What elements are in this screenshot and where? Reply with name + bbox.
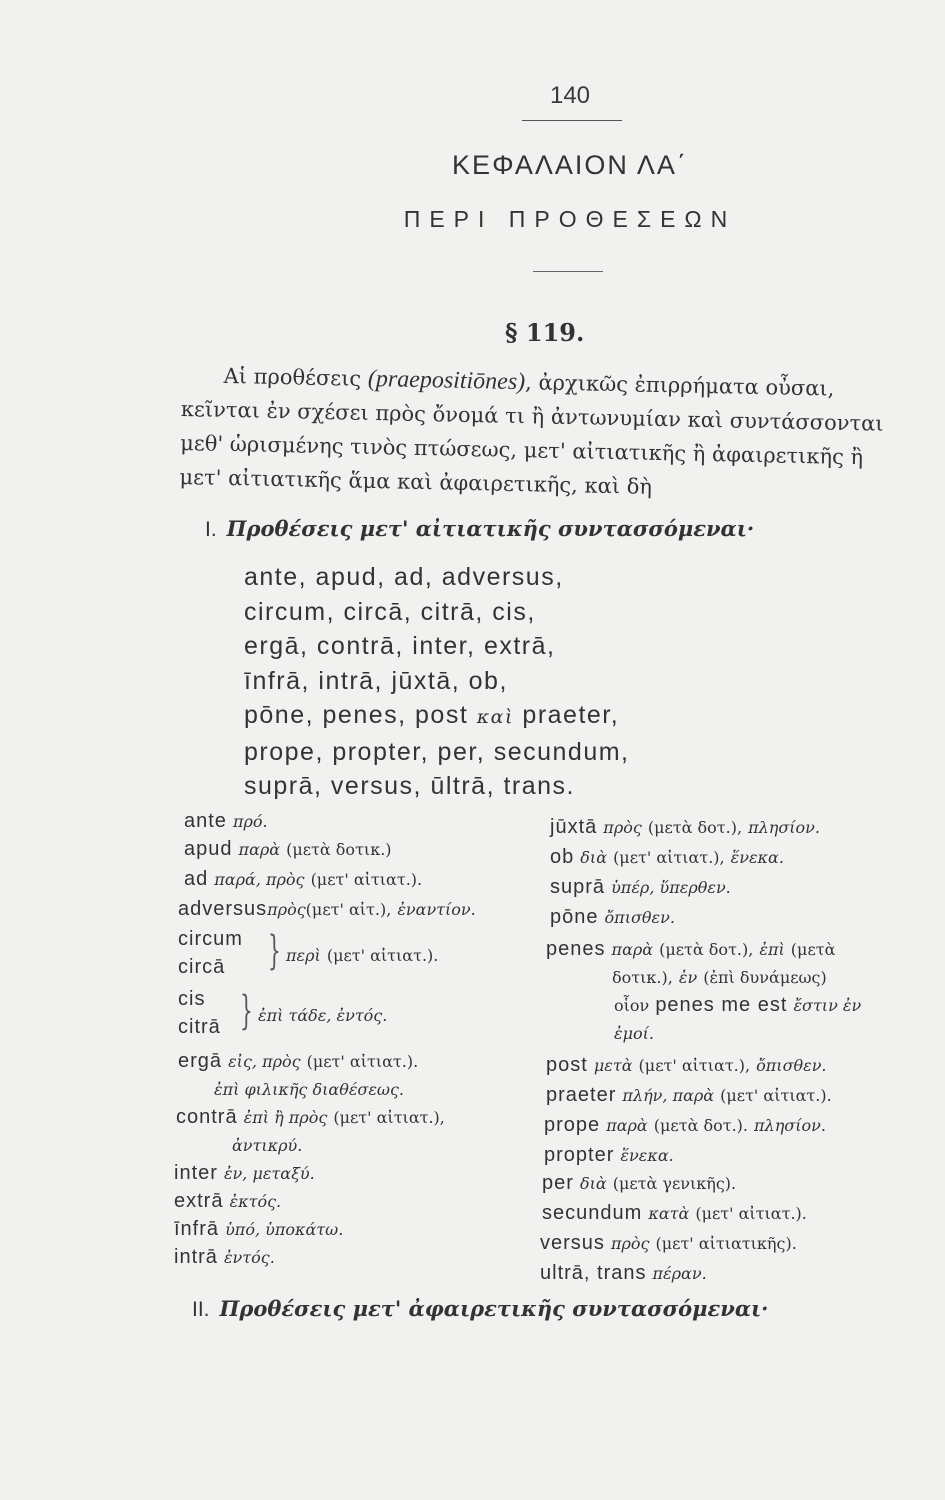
list-item: intrā ἐντός. — [174, 1246, 275, 1268]
list-item: ἀντικρύ. — [232, 1136, 303, 1155]
list-item: apud παρὰ (μετὰ δοτικ.) — [184, 838, 392, 860]
list-line: circum, circā, citrā, cis, — [244, 597, 536, 626]
list-line: suprā, versus, ūltrā, trans. — [244, 772, 576, 800]
list-item: ad παρά, πρὸς (μετ' αἰτιατ.). — [184, 868, 423, 890]
part-one-numeral: I. — [205, 518, 217, 541]
brace-icon: } — [268, 928, 281, 974]
list-item: ἐπὶ τάδε, ἐντός. — [258, 1006, 388, 1025]
list-item: ἐμοί. — [614, 1024, 654, 1043]
brace-icon: } — [240, 988, 253, 1034]
chapter-subtitle: ΠΕΡΙ ΠΡΟΘΕΣΕΩΝ — [403, 206, 737, 232]
list-item: praeter πλήν, παρὰ (μετ' αἰτιατ.). — [546, 1084, 832, 1106]
list-item: suprā ὑπέρ, ὕπερθεν. — [550, 876, 731, 898]
part-one-title: Προθέσεις μετ' αἰτιατικῆς συντασσόμεναι· — [226, 516, 755, 541]
intro-line-4: μετ' αἰτιατικῆς ἅμα καὶ ἀφαιρετικῆς, καὶ δὴ — [179, 464, 653, 499]
intro-paragraph — [179, 358, 902, 509]
page-number: 140 — [549, 82, 591, 109]
list-item: cis — [178, 988, 206, 1010]
part-two-heading — [192, 1296, 892, 1322]
list-line: ante, apud, ad, adversus, — [244, 563, 564, 591]
list-item: extrā ἐκτός. — [174, 1190, 282, 1212]
list-item: περὶ (μετ' αἰτιατ.). — [286, 946, 439, 965]
list-line: īnfrā, intrā, jūxtā, ob, — [244, 666, 508, 695]
list-item: īnfrā ὑπό, ὑποκάτω. — [174, 1218, 344, 1240]
right-glossary-column — [540, 816, 920, 1296]
preposition-list — [244, 560, 804, 804]
list-item: penes παρὰ (μετὰ δοτ.), ἐπὶ (μετὰ — [546, 938, 836, 960]
list-line: ergā, contrā, inter, extrā, — [244, 632, 556, 660]
list-item: prope παρὰ (μετὰ δοτ.). πλησίον. — [544, 1114, 826, 1136]
page-number-rule — [522, 120, 622, 121]
list-item: οἷον penes me est ἔστιν ἐν — [614, 994, 862, 1016]
list-item: ergā εἰς, πρὸς (μετ' αἰτιατ.). — [178, 1050, 419, 1072]
list-item: adversusπρὸς(μετ' αἰτ.), ἐναντίον. — [178, 898, 476, 920]
section-number: § 119. — [505, 318, 585, 347]
left-glossary-column — [176, 810, 536, 1270]
chapter-title: ΚΕΦΑΛΑΙΟΝ ΛΑ΄ — [452, 150, 688, 180]
list-item: δοτικ.), ἐν (ἐπὶ δυνάμεως) — [612, 968, 827, 987]
list-item: per διὰ (μετὰ γενικῆς). — [542, 1172, 737, 1194]
intro-line-3: μεθ' ὡρισμένης τινὸς πτώσεως, μετ' αἰτιατικῆς ἢ ἀφαιρετικῆς ἢ — [179, 430, 864, 470]
list-item: contrā ἐπὶ ἢ πρὸς (μετ' αἰτιατ.), — [176, 1106, 445, 1128]
list-item: circum — [178, 928, 243, 950]
intro-line-1: Αἱ προθέσεις (praepositiōnes), ἀρχικῶς ἐπιρρήματα οὖσαι, — [223, 363, 835, 401]
list-item: propter ἕνεκα. — [544, 1144, 674, 1166]
list-item: ob διὰ (μετ' αἰτιατ.), ἕνεκα. — [550, 846, 784, 868]
list-line: prope, propter, per, secundum, — [244, 737, 630, 766]
part-one-heading — [205, 516, 855, 542]
list-item: secundum κατὰ (μετ' αἰτιατ.). — [542, 1202, 807, 1224]
title-rule — [533, 271, 603, 272]
list-item: versus πρὸς (μετ' αἰτιατικῆς). — [540, 1232, 797, 1254]
list-item: citrā — [178, 1016, 221, 1038]
list-item: pōne ὄπισθεν. — [550, 906, 675, 928]
intro-line-2: κεῖνται ἐν σχέσει πρὸς ὄνομά τι ἢ ἀντωνυμίαν καὶ συντάσσονται — [180, 396, 884, 436]
list-item: ante πρό. — [184, 810, 268, 832]
list-item: circā — [178, 956, 226, 978]
part-two-title: Προθέσεις μετ' ἀφαιρετικῆς συντασσόμεναι· — [219, 1296, 769, 1321]
list-line: pōne, penes, post καὶ praeter, — [244, 701, 620, 729]
latin-term: (praepositiōnes) — [367, 365, 526, 396]
list-item: jūxtā πρὸς (μετὰ δοτ.), πλησίον. — [550, 816, 820, 838]
list-item: ἐπὶ φιλικῆς διαθέσεως. — [214, 1080, 405, 1099]
part-two-numeral: II. — [192, 1298, 210, 1321]
list-item: post μετὰ (μετ' αἰτιατ.), ὄπισθεν. — [546, 1054, 827, 1076]
list-item: inter ἐν, μεταξύ. — [174, 1162, 315, 1184]
list-item: ultrā, trans πέραν. — [540, 1262, 707, 1284]
